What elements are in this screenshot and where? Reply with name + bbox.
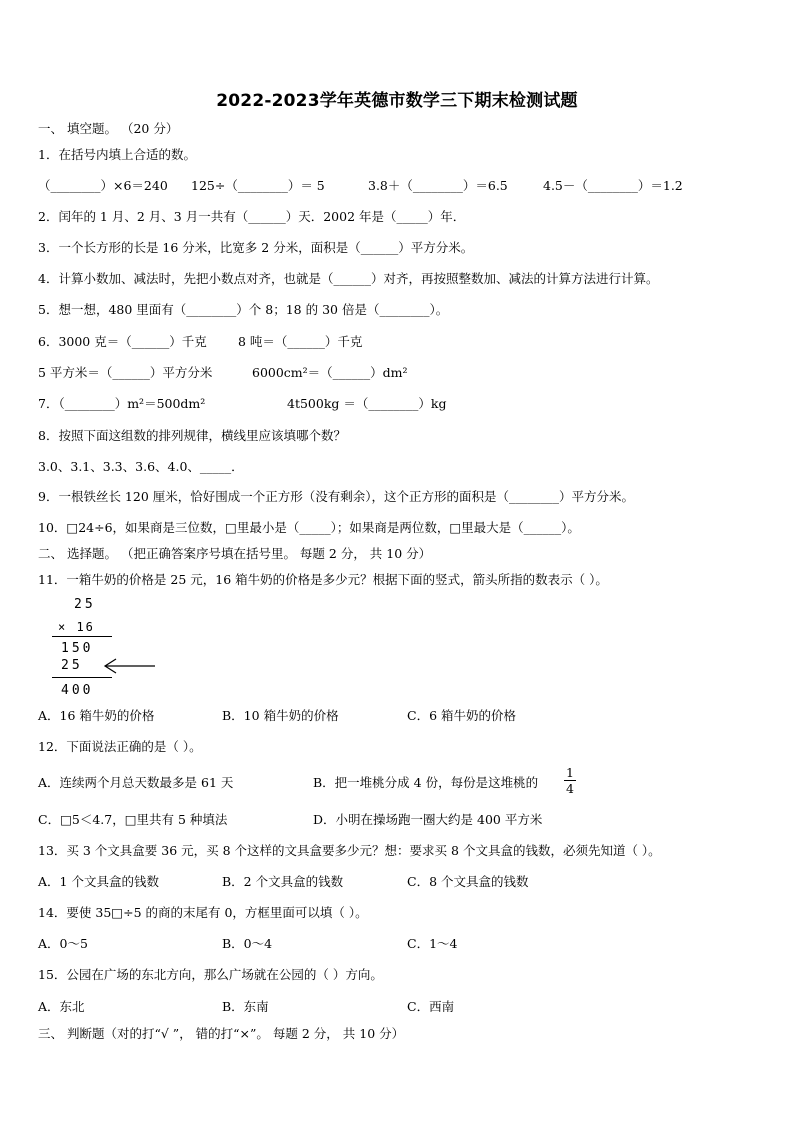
question-14: 14．要使 35□÷5 的商的末尾有 0，方框里面可以填（ ）。 [38,905,368,920]
fraction-denominator: 4 [566,781,574,796]
q15-option-b: B．东南 [222,999,269,1014]
question-10: 10．□24÷6，如果商是三位数，□里最小是（_____）；如果商是两位数，□里最大是（______）。 [38,520,580,535]
calc-rule-1 [52,636,112,637]
question-11: 11．一箱牛奶的价格是 25 元，16 箱牛奶的价格是多少元？根据下面的竖式，箭头所指的数表示（ ）。 [38,572,608,587]
question-1: 1．在括号内填上合适的数。 [38,147,196,162]
q11-option-a: A．16 箱牛奶的价格 [38,708,155,723]
calc-row-result: 400 [61,683,94,698]
question-6-a: 6．3000 克＝（______）千克 [38,334,207,349]
question-8-sequence: 3.0、3.1、3.3、3.6、4.0、_____． [38,459,244,474]
q13-option-a: A．1 个文具盒的钱数 [38,874,159,889]
q1-part-2: 125÷（________）＝ 5 [191,178,325,193]
q15-option-a: A．东北 [38,999,85,1014]
q1-part-4: 4.5－（________）＝1.2 [543,178,683,193]
q12-option-b: B．把一堆桃分成 4 份，每份是这堆桃的 [313,775,539,790]
q13-option-b: B．2 个文具盒的钱数 [222,874,344,889]
q1-part-3: 3.8＋（________）＝6.5 [368,178,508,193]
arrow-icon [100,656,160,676]
question-15: 15．公园在广场的东北方向，那么广场就在公园的（ ）方向。 [38,967,383,982]
calc-row-partial-1: 150 [61,641,94,656]
section-3-heading: 三、 判断题（对的打“√ ”， 错的打“×”。 每题 2 分， 共 10 分） [38,1026,405,1041]
section-2-heading: 二、 选择题。 （把正确答案序号填在括号里。 每题 2 分， 共 10 分） [38,546,432,561]
question-9: 9．一根铁丝长 120 厘米，恰好围成一个正方形（没有剩余），这个正方形的面积是（________）平方分米。 [38,489,635,504]
question-6-c: 5 平方米＝（______）平方分米 [38,365,213,380]
question-13: 13．买 3 个文具盒要 36 元，买 8 个这样的文具盒要多少元？想：要求买 8 个文具盒的钱数，必须先知道（ ）。 [38,843,661,858]
question-8: 8．按照下面这组数的排列规律，横线里应该填哪个数？ [38,428,346,443]
question-6-d: 6000cm²＝（______）dm² [252,365,408,380]
q12-option-d: D．小明在操场跑一圈大约是 400 平方米 [313,812,543,827]
calc-row-multiplicand: 25 [74,597,96,612]
question-7-a: 7．（________）m²＝500dm² [38,396,206,411]
question-12: 12．下面说法正确的是（ ）。 [38,739,202,754]
q12-option-a: A．连续两个月总天数最多是 61 天 [38,775,234,790]
question-4: 4．计算小数加、减法时，先把小数点对齐，也就是（______）对齐，再按照整数加、减法的计算方法进行计算。 [38,271,659,286]
question-6-b: 8 吨＝（______）千克 [238,334,363,349]
question-5: 5．想一想，480 里面有（________）个 8；18 的 30 倍是（________）。 [38,302,449,317]
q12-fraction [564,765,576,796]
calc-row-multiplier: × 16 [58,620,95,634]
q11-option-c: C．6 箱牛奶的价格 [407,708,516,723]
q1-part-1: （________）×6＝240 [38,178,168,193]
calc-row-partial-2: 25 [61,658,83,673]
q15-option-c: C．西南 [407,999,455,1014]
fraction-numerator: 1 [564,765,576,781]
page-title: 2022-2023学年英德市数学三下期末检测试题 [216,91,578,111]
question-2: 2．闰年的 1 月、2 月、3 月一共有（______）天．2002 年是（_____）年． [38,209,466,224]
q11-option-b: B．10 箱牛奶的价格 [222,708,339,723]
q13-option-c: C．8 个文具盒的钱数 [407,874,529,889]
q14-option-a: A．0～5 [38,936,88,951]
section-1-heading: 一、 填空题。 （20 分） [38,121,179,136]
question-3: 3．一个长方形的长是 16 分米，比宽多 2 分米，面积是（______）平方分米。 [38,240,474,255]
q14-option-b: B．0～4 [222,936,273,951]
question-7-b: 4t500kg ＝（________）kg [287,396,447,411]
q12-option-c: C．□5＜4.7，□里共有 5 种填法 [38,812,228,827]
calc-rule-2 [52,677,112,678]
q14-option-c: C．1～4 [407,936,458,951]
